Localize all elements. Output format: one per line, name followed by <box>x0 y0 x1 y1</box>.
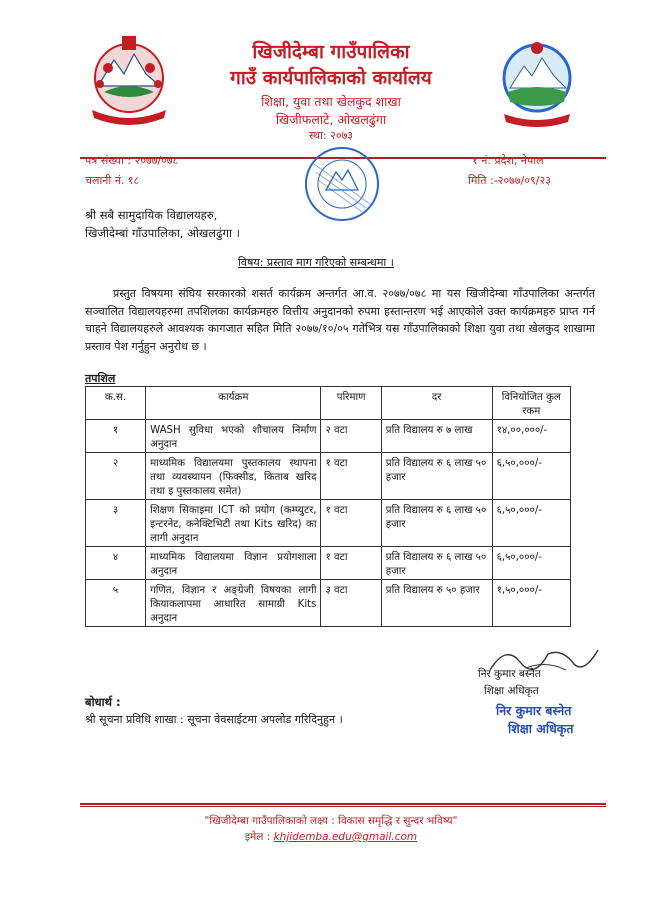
col-header-sn: क.स. <box>86 387 146 420</box>
cc-label: बोधार्थ : <box>85 695 121 709</box>
table-row <box>86 453 571 500</box>
cell-rate: प्रति विद्यालय रु ५० हजार <box>381 580 492 627</box>
cell-rate: प्रति विद्यालय रु ६ लाख ५० हजार <box>381 453 492 500</box>
signature-stamp-name: निर कुमार बस्नेत <box>496 703 572 718</box>
cell-quantity: ३ वटा <box>321 580 381 627</box>
cell-total: १४,००,०००/- <box>492 420 570 453</box>
cell-program: शिक्षण सिकाइमा ICT को प्रयोग (कम्प्युटर, इन्टरनेट, कनेक्टिभिटी तथा Kits खरिद) का लागी अनुदान <box>146 500 321 547</box>
footer-email-line <box>0 830 662 844</box>
recipient-line-2: खिजीदेम्बां गाँउपालिका, ओखलढुंगा । <box>85 226 241 240</box>
cell-sn: ५ <box>86 580 146 627</box>
cell-program: WASH सुविधा भएको शौचालय निर्माण अनुदान <box>146 420 321 453</box>
col-header-quantity: परिमाण <box>321 387 381 420</box>
cell-quantity: १ वटा <box>321 547 381 580</box>
cell-sn: ३ <box>86 500 146 547</box>
program-table <box>85 386 571 627</box>
email-link[interactable]: khjidemba.edu@gmail.com <box>273 831 418 843</box>
email-label: इमेल : <box>244 831 271 843</box>
cell-sn: २ <box>86 453 146 500</box>
cell-total: ६,५०,०००/- <box>492 453 570 500</box>
tapashil-label: तपशिल <box>85 372 116 385</box>
footer-divider <box>80 803 606 805</box>
cell-quantity: १ वटा <box>321 500 381 547</box>
dispatch-number: चलानी नं. १८ <box>85 174 140 187</box>
table-row <box>86 420 571 453</box>
cell-total: १,५०,०००/- <box>492 580 570 627</box>
established-year: स्था: २०७३ <box>308 129 354 142</box>
cell-rate: प्रति विद्यालय रु ६ लाख ५० हजार <box>381 500 492 547</box>
cell-rate: प्रति विद्यालय रु ७ लाख <box>381 420 492 453</box>
col-header-total: विनियोजित कुल रकम <box>492 387 570 420</box>
office-subtitle: गाउँ कार्यपालिकाको कार्यालय <box>230 67 432 89</box>
office-name: खिजीदेम्बा गाउँपालिका <box>252 41 410 63</box>
footer-slogan: "खिजीदेम्बा गाउँपालिकाको लक्ष्य : विकास समृद्धि र सुन्दर भविष्य" <box>204 815 458 827</box>
signature-stamp-title: शिक्षा अधिकृत <box>508 721 574 736</box>
signatory-name: निर कुमार बस्नेत <box>478 668 541 680</box>
letter-number: पत्र संख्या : २०७७/०७८ <box>85 154 179 167</box>
department-name: शिक्षा, युवा तथा खेलकुद शाखा <box>261 94 401 109</box>
recipient-line-1: श्री सबै सामुदायिक विद्यालयहरु, <box>85 208 218 222</box>
table-row <box>86 500 571 547</box>
col-header-program: कार्यक्रम <box>146 387 321 420</box>
cc-line: श्री सूचना प्रविधि शाखा : सूचना वेवसाईटमा अपलोड गरिदिनुहुन । <box>85 713 343 726</box>
cell-quantity: १ वटा <box>321 453 381 500</box>
signatory-title: शिक्षा अधिकृत <box>484 685 539 697</box>
table-row <box>86 580 571 627</box>
footer-divider-thin <box>80 806 606 807</box>
province-label: १ नं. प्रदेश, नेपाल <box>472 154 544 167</box>
cell-total: ६,५०,०००/- <box>492 500 570 547</box>
col-header-rate: दर <box>381 387 492 420</box>
letter-subject: विषय: प्रस्ताव माग गरिएको सम्बन्धमा । <box>238 256 394 269</box>
cell-sn: ४ <box>86 547 146 580</box>
cell-rate: प्रति विद्यालय रु ६ लाख ५० हजार <box>381 547 492 580</box>
office-address: खिजीफलाटे, ओखलढुंगा <box>275 112 387 127</box>
cell-program: माध्यमिक विद्यालयमा विज्ञान प्रयोगशाला अनुदान <box>146 547 321 580</box>
cell-program: गणित, विज्ञान र अङ्ग्रेजी विषयका लागी कियाकलापमा आधारित सामाग्री Kits अनुदान <box>146 580 321 627</box>
cell-quantity: २ वटा <box>321 420 381 453</box>
office-seal-stamp <box>296 142 388 228</box>
table-row <box>86 547 571 580</box>
letter-body: प्रस्तुत विषयमा संघिय सरकारको शसर्त कार्यक्रम अन्तर्गत आ.व. २०७७/०७८ मा यस खिजीदेम्बा गाँउपालिका अन्तर्गत सञ्चालित विद्यालयहरुमा तपशिलका कार्यक्रमहरु वित्तीय अनुदानको रुपमा हस्तान्तरण भई आएकोले उक्त कार्यक्रमहरु प्राप्त गर्न चाहने विद्यालयहरुले आवश्यक कागजात सहित मिति २०७७/१०/०५ गतेभित्र यस गाँउपालिकाको शिक्षा युवा तथा खेलकुद शाखामा प्रस्ताव पेश गर्नुहुन अनुरोध छ । <box>85 287 595 353</box>
cell-program: माध्यमिक विद्यालयमा पुस्तकालय स्थापना तथा व्यवस्थापन (फिक्सीड, किताब खरिद तथा इ पुस्तकालय समेत) <box>146 453 321 500</box>
table-header-row <box>86 387 571 420</box>
letter-date: मिति :-२०७७/०९/२३ <box>468 174 551 187</box>
cell-sn: १ <box>86 420 146 453</box>
cell-total: ६,५०,०००/- <box>492 547 570 580</box>
